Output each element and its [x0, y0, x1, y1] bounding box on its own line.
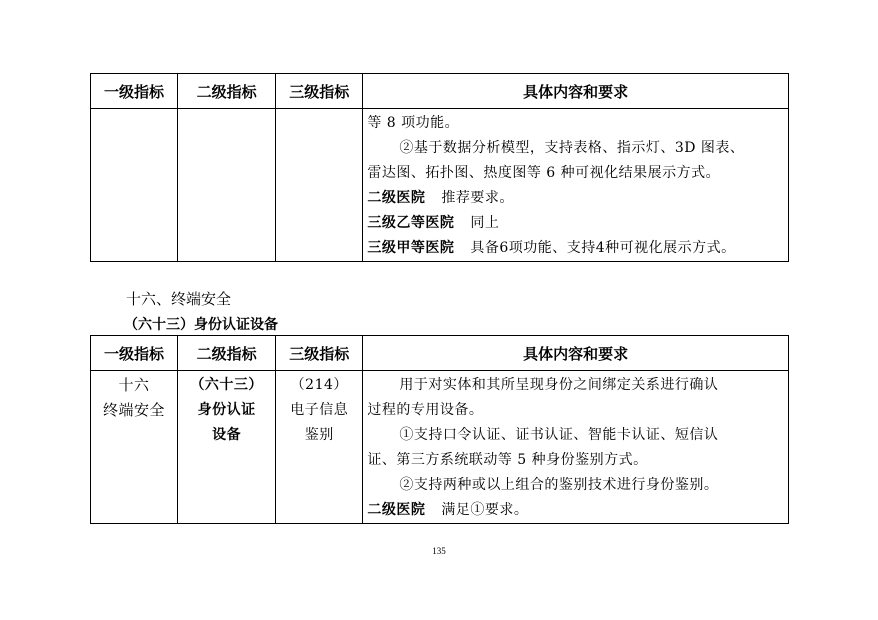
cell-level2 — [178, 371, 276, 524]
content-line — [363, 473, 788, 498]
level1-number: 十六 — [118, 376, 150, 394]
header-content: 具体内容和要求 — [363, 336, 789, 371]
content-line — [363, 448, 788, 473]
level2-name-line2: 设备 — [212, 427, 242, 443]
content-line — [363, 211, 788, 236]
header-level3: 三级指标 — [276, 74, 363, 109]
level2-number: （六十三） — [190, 377, 263, 393]
level3-name-line1: 电子信息 — [290, 402, 349, 418]
content-line — [363, 161, 788, 186]
content-text: 满足①要求。 — [441, 502, 529, 518]
level2-name-line1: 身份认证 — [197, 402, 256, 418]
hospital-grade-label: 二级医院 — [367, 190, 426, 206]
cell-content — [363, 109, 789, 262]
requirements-table-continued — [90, 73, 789, 262]
content-line — [363, 109, 788, 136]
content-text: 过程的专用设备。 — [367, 402, 484, 418]
hospital-grade-label: 三级甲等医院 — [367, 240, 455, 256]
level3-name-line2: 鉴别 — [304, 427, 334, 443]
content-line — [363, 136, 788, 161]
header-level1: 一级指标 — [91, 336, 178, 371]
content-text: 雷达图、拓扑图、热度图等 6 种可视化结果展示方式。 — [367, 165, 721, 181]
cell-level3 — [276, 371, 363, 524]
requirements-table — [90, 335, 789, 524]
header-level1: 一级指标 — [91, 74, 178, 109]
content-line — [363, 236, 788, 261]
table-row — [91, 371, 789, 524]
content-text: 证、第三方系统联动等 5 种身份鉴别方式。 — [367, 452, 648, 468]
content-line — [363, 371, 788, 398]
table-header-row — [91, 74, 789, 109]
subsection-title: （六十三）身份认证设备 — [124, 317, 278, 333]
content-text: ②基于数据分析模型，支持表格、指示灯、3D 图表、 — [399, 140, 745, 156]
page-number: 135 — [432, 546, 446, 556]
header-level2: 二级指标 — [178, 74, 276, 109]
table-header-row — [91, 336, 789, 371]
content-line — [363, 423, 788, 448]
hospital-grade-label: 二级医院 — [367, 502, 426, 518]
content-line — [363, 186, 788, 211]
cell-level3 — [276, 109, 363, 262]
header-level3: 三级指标 — [276, 336, 363, 371]
content-line — [363, 398, 788, 423]
header-level2: 二级指标 — [178, 336, 276, 371]
level3-number: （214） — [290, 377, 348, 393]
content-text: 具备6项功能、支持4种可视化展示方式。 — [470, 240, 736, 256]
content-text: 用于对实体和其所呈现身份之间绑定关系进行确认 — [399, 377, 719, 393]
section-title: 十六、终端安全 — [126, 290, 232, 308]
content-text: 推荐要求。 — [441, 190, 514, 206]
content-line — [363, 498, 788, 523]
content-text: 等 8 项功能。 — [367, 115, 460, 131]
cell-level1 — [91, 371, 178, 524]
content-text: ①支持口令认证、证书认证、智能卡认证、短信认 — [399, 427, 719, 443]
level1-name: 终端安全 — [103, 401, 166, 419]
cell-level1 — [91, 109, 178, 262]
cell-content — [363, 371, 789, 524]
table-row — [91, 109, 789, 262]
content-text: ②支持两种或以上组合的鉴别技术进行身份鉴别。 — [399, 477, 719, 493]
cell-level2 — [178, 109, 276, 262]
hospital-grade-label: 三级乙等医院 — [367, 215, 455, 231]
content-text: 同上 — [470, 215, 500, 231]
header-content: 具体内容和要求 — [363, 74, 789, 109]
